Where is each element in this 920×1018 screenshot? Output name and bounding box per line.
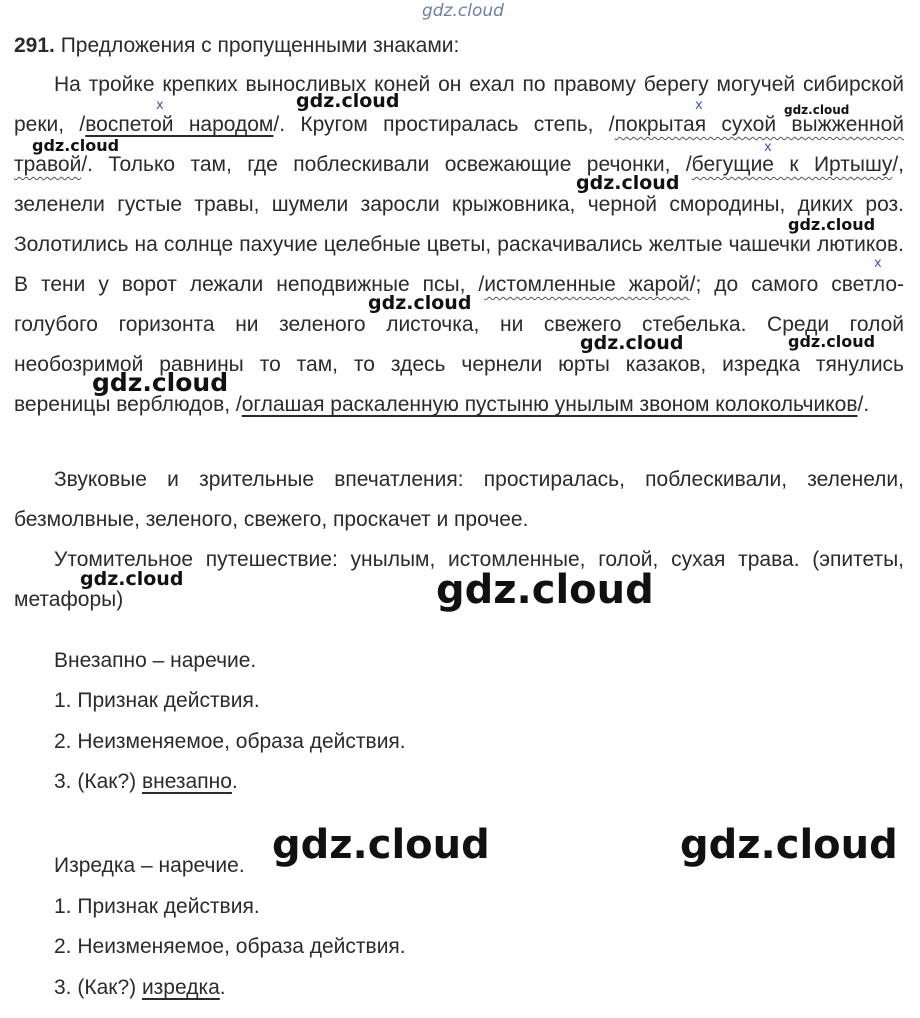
watermark: gdz.cloud <box>784 103 850 117</box>
participial-phrase: истомленные жарой <box>484 273 690 296</box>
cross-mark-icon: x <box>695 98 703 113</box>
passage-text: /. <box>857 393 870 416</box>
watermark: gdz.cloud <box>580 332 684 354</box>
journey-paragraph: Утомительное путешествие: унылым, истомленные, голой, сухая трава. (эпитеты, метафоры) <box>14 548 904 611</box>
passage-text: /; до самого светло-голубого горизонта ни зеленого листочка, ни свежего стебелька. Среди голой необозримой равнины то там, то здесь чернели юрты казаков, изредка тянулись вереницы верблюдов, / <box>14 273 904 416</box>
analysis-word: изредка <box>141 976 220 999</box>
participial-phrase: покрытая сухой выжженной травой <box>14 113 905 176</box>
exercise-heading: Предложения с пропущенными знаками: <box>54 34 460 57</box>
participial-phrase: воспетой народом <box>85 113 274 136</box>
analysis-word: внезапно <box>141 770 232 793</box>
watermark: gdz.cloud <box>80 568 184 590</box>
cross-mark-icon: x <box>874 256 882 271</box>
analysis-punct: . <box>231 770 238 793</box>
analysis-item: 1. Признак действия. <box>54 895 260 918</box>
passage-text: /. Только там, где поблескивали освежающие речонки, / <box>81 153 692 176</box>
analysis-question: 3. (Как?) <box>54 976 142 999</box>
cross-mark-icon: x <box>156 98 164 113</box>
passage-text: На тройке крепких выносливых коней он ехал по правому берегу могучей сибирской реки, / <box>14 73 904 136</box>
watermark-large: gdz.cloud <box>680 822 898 868</box>
analysis-punct: . <box>219 976 226 999</box>
watermark: gdz.cloud <box>788 332 876 351</box>
analysis-item <box>54 968 226 1008</box>
impressions-paragraph: Звуковые и зрительные впечатления: простиралась, поблескивали, зеленели, безмолвные, зеленого, свежего, проскачет и прочее. <box>14 468 904 531</box>
watermark: gdz.cloud <box>32 136 120 155</box>
cross-mark-icon: x <box>764 140 772 155</box>
exercise-number: 291. <box>14 34 55 57</box>
passage-text: /, зеленели густые травы, шумели заросли крыжовника, черной смородины, диких роз. Золотились на солнце пахучие целебные цветы, раскачивались желтые чашечки лютиков. В тени у ворот лежали неподвижные псы, / <box>14 153 905 296</box>
passage-text: /. Кругом простиралась степь, / <box>273 113 615 136</box>
analysis-heading: Изредка – наречие. <box>54 854 245 877</box>
adverbial-phrase: оглашая раскаленную пустыню унылым звоном колокольчиков <box>241 393 858 416</box>
analysis-item: 2. Неизменяемое, образа действия. <box>54 935 406 958</box>
watermark: gdz.cloud <box>92 368 229 397</box>
analysis-question: 3. (Как?) <box>54 770 142 793</box>
participial-phrase: бегущие к Иртышу <box>691 153 893 176</box>
analysis-item <box>54 762 238 802</box>
analysis-item: 1. Признак действия. <box>54 689 260 712</box>
watermark-top: gdz.cloud <box>422 1 504 21</box>
watermark: gdz.cloud <box>576 172 680 194</box>
analysis-item: 2. Неизменяемое, образа действия. <box>54 730 406 753</box>
watermark-large: gdz.cloud <box>436 567 654 613</box>
watermark: gdz.cloud <box>368 292 472 314</box>
watermark: gdz.cloud <box>788 215 876 234</box>
analysis-heading: Внезапно – наречие. <box>54 649 257 672</box>
exercise-title <box>14 26 904 66</box>
watermark: gdz.cloud <box>296 90 400 112</box>
watermark-large: gdz.cloud <box>272 822 490 868</box>
